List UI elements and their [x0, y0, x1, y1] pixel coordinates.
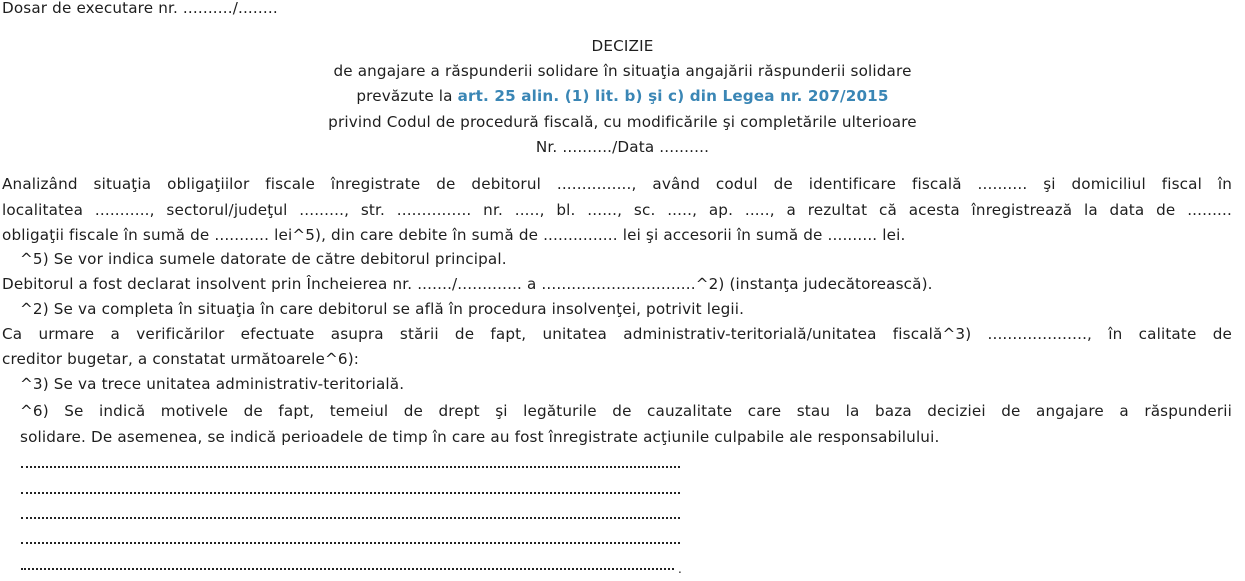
fill-line[interactable]: [21, 466, 680, 468]
paragraph-insolvency: Debitorul a fost declarat insolvent prin Încheierea nr. ......./............. a ...............................^2) (instanţa judecătorească).: [2, 275, 933, 293]
footnote-6-line2: solidare. De asemenea, se indică perioadele de timp în care au fost înregistrate acţiunile culpabile ale responsabilului.: [20, 428, 940, 446]
fill-line[interactable]: [21, 492, 680, 494]
subtitle-prefix: prevăzute la: [356, 87, 458, 105]
fill-line[interactable]: [21, 517, 680, 519]
paragraph-verification-line1: Ca urmare a verificărilor efectuate asupra stării de fapt, unitatea administrativ-teritorială/unitatea fiscală^3) ...................., în calitate de: [2, 325, 1232, 343]
fill-line[interactable]: [21, 568, 674, 570]
footnote-5: ^5) Se vor indica sumele datorate de către debitorul principal.: [20, 250, 507, 268]
paragraph-debtor-line3: obligaţii fiscale în sumă de ........... lei^5), din care debite în sumă de ............... lei şi accesorii în sumă de .......... lei.: [2, 226, 906, 244]
fill-line[interactable]: [21, 542, 680, 544]
decision-subtitle-line2: [0, 86, 1245, 106]
decision-subtitle-line1: de angajare a răspunderii solidare în situaţia angajării răspunderii solidare: [333, 62, 912, 80]
law-reference-link[interactable]: art. 25 alin. (1) lit. b) şi c) din Legea nr. 207/2015: [457, 87, 889, 105]
paragraph-debtor-line2: localitatea ..........., sectorul/judeţul ........., str. ............... nr. ....., bl. ......, sc. ....., ap. ....., a rezultat că acesta înregistrează la data de .........: [2, 201, 1232, 219]
footnote-3: ^3) Se va trece unitatea administrativ-teritorială.: [20, 375, 405, 393]
footnote-6-line1: ^6) Se indică motivele de fapt, temeiul de drept şi legăturile de cauzalitate care stau la baza deciziei de angajare a răspunderii: [20, 402, 1232, 420]
footnote-2: ^2) Se va completa în situaţia în care debitorul se află în procedura insolvenţei, potrivit legii.: [20, 300, 745, 318]
decision-number-date: Nr. ........../Data ..........: [535, 138, 710, 156]
paragraph-debtor-line1: Analizând situaţia obligaţiilor fiscale înregistrate de debitorul ..............., având codul de identificare fiscală .......... şi domiciliul fiscal în: [2, 175, 1232, 193]
final-period: .: [678, 562, 682, 576]
dosar-label: Dosar de executare nr. ........../........: [2, 0, 278, 17]
decision-heading: DECIZIE: [591, 37, 654, 55]
decision-subtitle-line3: privind Codul de procedură fiscală, cu modificările şi completările ulterioare: [328, 113, 917, 131]
paragraph-verification-line2: creditor bugetar, a constatat următoarele^6):: [2, 350, 360, 368]
